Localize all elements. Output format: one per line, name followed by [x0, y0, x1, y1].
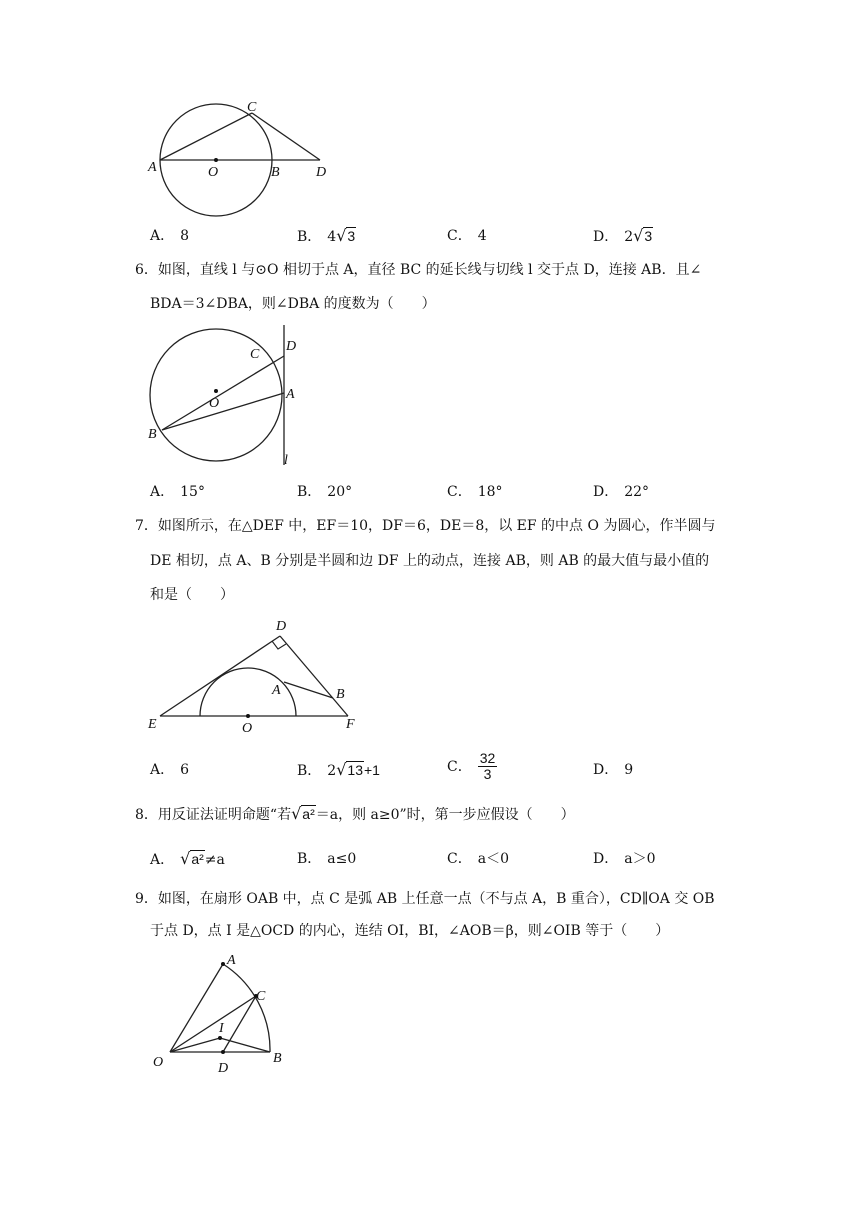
q7-label-d: D — [276, 619, 287, 634]
q5-option-d: D． 2√3 — [593, 226, 653, 245]
q9-figure — [145, 950, 305, 1080]
q5-figure — [140, 95, 340, 220]
q7-label-b: B — [336, 687, 345, 702]
q7-stem-line-1: 7．如图所示，在△DEF 中，EF＝10，DF＝6，DE＝8，以 EF 的中点 O 为圆心，作半圆与 — [135, 518, 716, 534]
q5-option-c: C． 4 — [447, 228, 487, 244]
q5-label-o: O — [208, 165, 219, 180]
q7-option-b: B． 2√13+1 — [297, 760, 380, 779]
q6-option-b: B． 20° — [297, 484, 353, 500]
q5-label-b: B — [271, 165, 280, 180]
q7-label-f: F — [346, 717, 355, 732]
q8-option-c: C． a＜0 — [447, 851, 509, 867]
q6-label-d: D — [286, 339, 297, 354]
q8-stem-line: 8．用反证法证明命题“若√a²＝a，则 a≥0”时，第一步应假设（ ） — [135, 804, 575, 823]
q9-stem-line-1: 9．如图，在扇形 OAB 中，点 C 是弧 AB 上任意一点（不与点 A，B 重合），CD∥OA 交 OB — [135, 891, 715, 907]
q6-label-c: C — [250, 347, 260, 362]
q6-option-a: A． 15° — [150, 484, 205, 500]
q9-label-d: D — [218, 1061, 229, 1076]
q7-label-o: O — [242, 721, 253, 736]
q6-label-a: A — [286, 387, 295, 402]
q7-stem-line-3: 和是（ ） — [150, 587, 234, 603]
q9-label-c: C — [256, 989, 266, 1004]
q5-label-d: D — [316, 165, 327, 180]
q5-option-a: A． 8 — [150, 228, 190, 244]
q8-option-a: A． √a²≠a — [150, 849, 225, 868]
q7-label-a: A — [272, 683, 281, 698]
q7-option-d: D． 9 — [593, 762, 634, 778]
q9-label-b: B — [273, 1051, 282, 1066]
q6-figure — [140, 320, 310, 470]
q6-stem-line-1: 6．如图，直线 l 与⊙O 相切于点 A，直径 BC 的延长线与切线 l 交于点 D，连接 AB．且∠ — [135, 262, 702, 278]
q6-option-d: D． 22° — [593, 484, 650, 500]
q7-option-c: C． $\frac{32}{3}$ — [447, 750, 496, 782]
q6-option-c: C． 18° — [447, 484, 503, 500]
q6-label-l: l — [284, 453, 288, 468]
q9-label-i: I — [219, 1021, 224, 1036]
q7-stem-line-2: DE 相切，点 A、B 分别是半圆和边 DF 上的动点，连接 AB，则 AB 的最大值与最小值的 — [150, 553, 710, 569]
q5-label-c: C — [247, 100, 257, 115]
q6-stem-line-2: BDA＝3∠DBA，则∠DBA 的度数为（ ） — [150, 296, 436, 312]
q6-label-b: B — [148, 427, 157, 442]
q9-label-a: A — [227, 953, 236, 968]
q9-label-o: O — [153, 1055, 164, 1070]
q8-option-b: B． a≤0 — [297, 851, 357, 867]
q9-stem-line-2: 于点 D，点 I 是△OCD 的内心，连结 OI，BI，∠AOB＝β，则∠OIB 等于（ ） — [150, 923, 670, 939]
q5-label-a: A — [148, 160, 157, 175]
q8-option-d: D． a＞0 — [593, 851, 656, 867]
q7-label-e: E — [148, 717, 157, 732]
q7-option-a: A． 6 — [150, 762, 190, 778]
q7-figure — [140, 612, 370, 737]
q5-option-b: B． 4√3 — [297, 226, 356, 245]
q6-label-o: O — [209, 396, 220, 411]
